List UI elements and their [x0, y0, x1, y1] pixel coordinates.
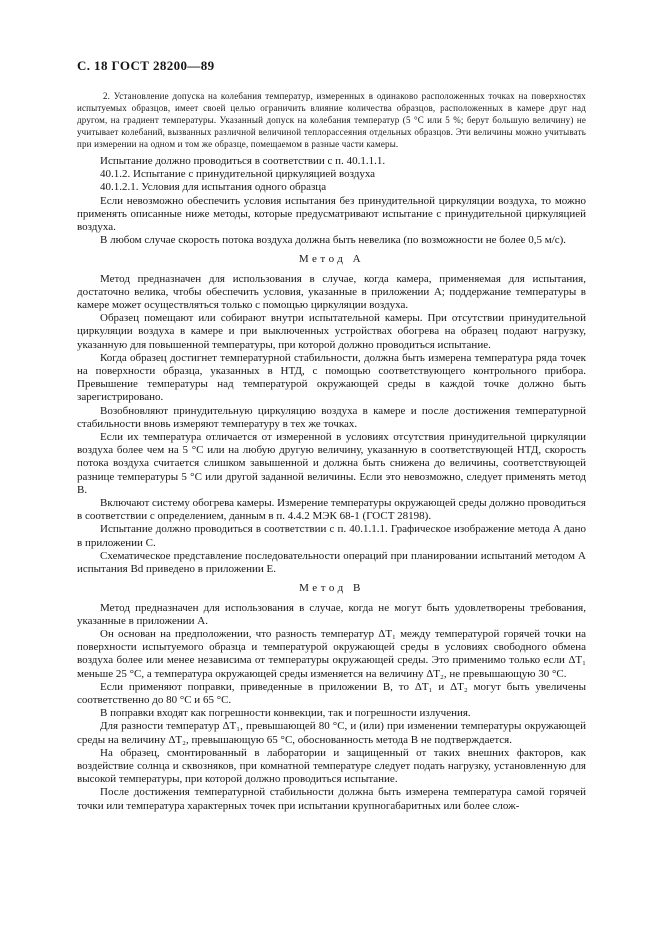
paragraph: 40.1.2. Испытание с принудительной циркуляцией воздуха [100, 168, 376, 181]
paragraph: В поправки входят как погрешности конвекции, так и погрешности излучения. [100, 707, 471, 720]
paragraph: 40.1.2.1. Условия для испытания одного образца [100, 181, 327, 194]
paragraph: В любом случае скорость потока воздуха должна быть невелика (по возможности не более 0,5 м/с). [100, 234, 567, 247]
paragraph: Включают систему обогрева камеры. Измерение температуры окружающей среды должно проводиться в соответствии с определением, данным в п. 4.4.2 МЭК 68-1 (ГОСТ 28198). [77, 497, 586, 523]
paragraph: Испытание должно проводиться в соответствии с п. 40.1.1.1. Графическое изображение метода А дано в приложении С. [77, 523, 586, 549]
paragraph: Образец помещают или собирают внутри испытательной камеры. При отсутствии принудительной циркуляции воздуха в камере и при выключенных устройствах обогрева на образец подают нагрузку, указанную для повышенной температуры, при которой должно проводиться испытание. [77, 312, 586, 351]
footnote: 2. Установление допуска на колебания температур, измеренных в одинаково расположенных точках на поверхностях испытуемых образцов, имеет своей целью ограничить влияние количества образцов, расположенных в камере друг над другом, на градиент температуры. Указанный допуск на колебания температур (5 °С или 5 %; берут большую величину) не учитывает колебаний, вызванных различной величиной теплорассеяния отдельных образцов. Эти величины можно учитывать при измерении на одном и том же образце, помещаемом в разные части камеры. [77, 91, 586, 149]
paragraph: Метод предназначен для использования в случае, когда камера, применяемая для испытания, достаточно велика, чтобы обеспечить условия, указанные в приложении А; поддержание температуры в камере может осуществляться только с помощью циркуляции воздуха. [77, 272, 586, 312]
section-heading: Метод А [298, 253, 365, 266]
paragraph: Когда образец достигнет температурной стабильности, должна быть измерена температура ряда точек на поверхности образца, указанных в НТД, с помощью соответствующего контрольного прибора. Превышение температуры над температурой окружающей среды в каждой точке должно быть зарегистрировано. [77, 351, 586, 404]
section-heading: Метод В [299, 582, 364, 595]
paragraph: Если их температура отличается от измеренной в условиях отсутствия принудительной циркуляции воздуха более чем на 5 °С или на любую другую величину, указанную в соответствующей НТД, скорость потока воздуха считается слишком завышенной и должна быть снижена до величины, соответствующей разнице температуры 5 °С или другой заданной величины. Если это невозможно, следует применять метод В. [77, 431, 586, 496]
paragraph: Если невозможно обеспечить условия испытания без принудительной циркуляции воздуха, то можно применять описанные ниже методы, которые предусматривают испытание с принудительной циркуляцией воздуха. [77, 194, 586, 234]
document-body [77, 155, 586, 813]
paragraph: На образец, смонтированный в лаборатории и защищенный от таких внешних факторов, как воздействие солнца и сквозняков, при комнатной температуре следует подать нагрузку, установленную для высокой температуры, при которой должно проводиться испытание. [77, 746, 586, 786]
page-header: С. 18 ГОСТ 28200—89 [77, 58, 215, 73]
paragraph: Возобновляют принудительную циркуляцию воздуха в камере и после достижения температурной стабильности вновь измеряют температуру в тех же точках. [77, 404, 586, 430]
paragraph: После достижения температурной стабильности должна быть измерена температура самой горячей точки или температура характерных точек при испытании крупногабаритных или более слож- [77, 786, 586, 812]
paragraph: Если применяют поправки, приведенные в приложении В, то ΔT₁ и ΔT₂ могут быть увеличены соответственно до 80 °С и 65 °С. [77, 680, 586, 706]
paragraph: Испытание должно проводиться в соответствии с п. 40.1.1.1. [100, 155, 386, 167]
paragraph: Для разности температур ΔT₁, превышающей 80 °С, и (или) при изменении температуры окружающей среды на величину ΔT₂, превышающую 65 °С, обоснованность метода В не подтверждается. [77, 720, 586, 746]
paragraph: Метод предназначен для использования в случае, когда не могут быть удовлетворены требования, указанные в приложении А. [77, 601, 586, 627]
paragraph: Схематическое представление последовательности операций при планировании испытаний методом А испытания Bd приведено в приложении Е. [77, 549, 586, 576]
paragraph: Он основан на предположении, что разность температур ΔT₁ между температурой горячей точки на поверхности испытуемого образца и температурой окружающей среды в условиях свободного обмена воздуха более или менее независима от температуры окружающей среды. Это применимо только если ΔT₁ меньше 25 °С, а температура окружающей среды изменяется на величину ΔT₂, не превышающую 30 °С. [77, 627, 586, 680]
